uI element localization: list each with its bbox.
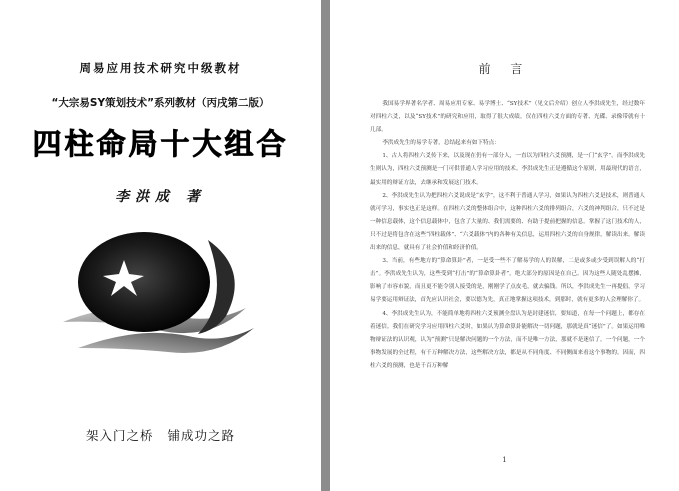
preface-page	[330, 0, 679, 491]
page-number: 1	[502, 456, 507, 464]
preface-paragraph: 李洪成先生的易学专著，总结起来有如下特点：	[382, 140, 500, 147]
book-title: 四柱命局十大组合	[32, 127, 289, 161]
preface-paragraph: 3、当前，有些地方的“算命算卦”者，一是受一些不了解易学的人的误解，二是或多或少受到误解人的“打击”。李洪成先生认为，这些受到“打击”的“算命算卦者”，绝大部分的原因是在自己。因为这些人随处乱摆摊，影响了市容市貌，而且更不能令别人接受的是，刚刚学了点皮毛，就去骗钱。所以，李洪成先生一再提倡，学习易学要运用辩证法，首先应认识社会，要以德为先，真正地掌握这项技术，到那时，就有更多的人会理解你了。	[370, 258, 645, 304]
preface-paragraph: 4、李洪成先生认为，不能简单地将四柱六爻预测全盘认为是封建迷信，要知道，在每一个问题上，都存在着迷信。我们在研究学习应用四柱六爻时，如果认为算命算卦能解决一切问题，那就是真“迷信”了。如果运用唯物辩证法的认识观，认为“预测”只是解决问题的一个方法，而不是唯一方法，那就不是迷信了。一个问题，一个事物发展的全过程，有千万种解决方法，这些解决方法，都是从不同角度、不同侧面来看这个事物的。因而，四柱六爻的预测，也是千百万种解	[370, 310, 645, 369]
preface-paragraph: 2、李洪成先生认为把四柱六爻说成是“玄学”，这不利于普通人学习，如果认为四柱六爻是技术，则普通人就可学习，事实也正是这样。在四柱六爻的整体组合中，这种四柱六爻的排列组合，六爻的神判组合，只不过是一种信息载体，这个信息载体中，包含了大量的、我们需要的、有助于提前把握的信息。掌握了这门技术的人，只不过是将包含在这些“四柱载体”、“六爻载体”内的各种有关信息，运用四柱六爻的自身规律，解读出来。解读出来的信息，就具有了社会价值和经济价值。	[370, 192, 645, 252]
star-sphere-emblem-icon	[58, 230, 258, 355]
slogan-line	[0, 426, 321, 444]
author-line: 李洪成 著	[115, 189, 206, 205]
preface-paragraph: 1、古人将四柱六爻传下来，以及现在仍有一部分人，一直以为四柱六爻预测，是一门“玄学”。而李洪成先生则认为，四柱六爻预测是一门可供普通人学习应用的技术。李洪成先生正是遵循这个原则，用最现代的语言，最实用的辩证方法，去继承和发展这门技术。	[370, 153, 645, 186]
preface-title: 前 言	[478, 62, 531, 76]
series-line: 周易应用技术研究中级教材	[79, 61, 242, 75]
subseries-line: “大宗易SY策划技术”系列教材（丙戌第二版）	[51, 97, 270, 109]
slogan-left: 架入门之桥	[85, 428, 154, 443]
preface-paragraph: 我国易学界著名学者、周易应用专家、易学博士、“SY技术”（见文后介绍）创立人李洪成先生，经过数年对四柱六爻，以及“SY技术”的研究和应用，取得了很大成绩。仅在四柱六爻方面的专著、光碟、录像带就有十几部。	[370, 101, 645, 134]
preface-body	[370, 98, 645, 373]
cover-page	[0, 0, 321, 491]
slogan-right: 铺成功之路	[167, 428, 236, 443]
